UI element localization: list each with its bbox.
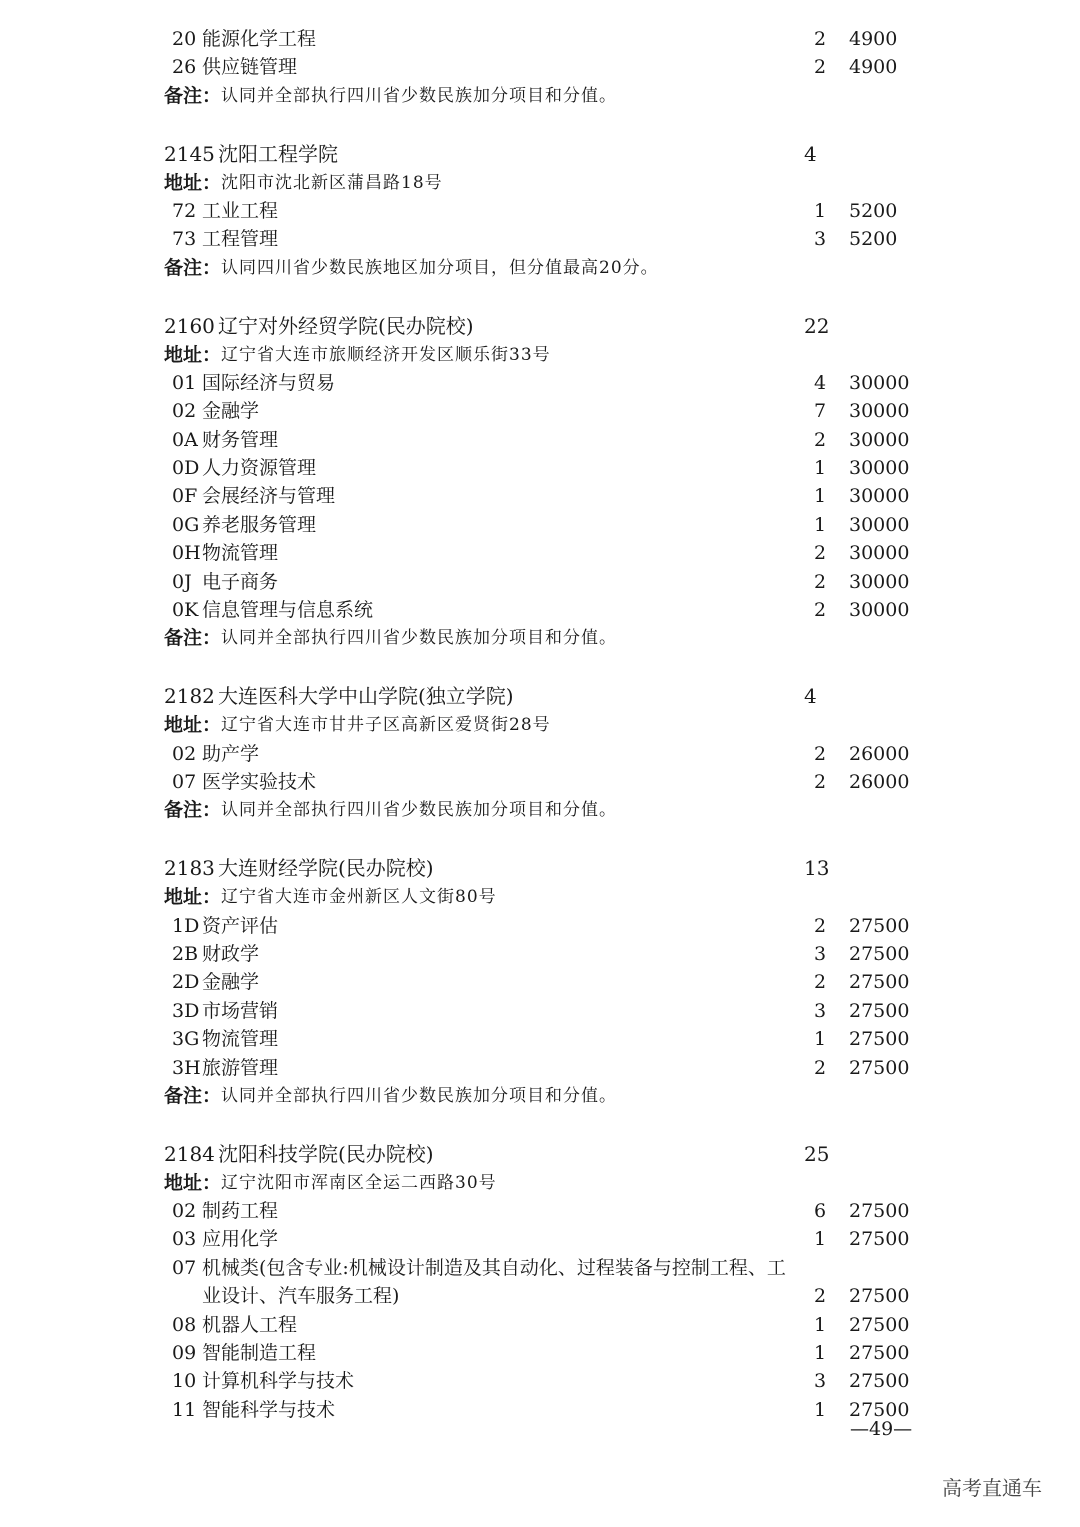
major-fee: 27500 — [849, 1200, 910, 1223]
school-total: 22 — [804, 313, 830, 338]
major-name: 应用化学 — [202, 1228, 279, 1251]
watermark: 高考直通车 — [942, 1476, 1042, 1500]
major-code: 0K — [172, 599, 199, 622]
major-row — [0, 511, 1080, 539]
major-count: 1 — [814, 1398, 827, 1421]
major-name: 会展经济与管理 — [202, 485, 336, 508]
major-count: 2 — [814, 428, 827, 451]
major-name: 计算机科学与技术 — [202, 1370, 355, 1393]
major-name: 制药工程 — [202, 1200, 279, 1223]
school-code: 2184 — [164, 1141, 215, 1166]
major-count: 1 — [814, 485, 827, 508]
major-fee: 27500 — [849, 942, 910, 965]
major-name: 医学实验技术 — [202, 770, 317, 793]
major-count: 3 — [814, 999, 827, 1022]
major-code: 73 — [172, 228, 197, 251]
note-text: 认同并全部执行四川省少数民族加分项目和分值。 — [221, 800, 617, 821]
major-row — [0, 426, 1080, 454]
note-row — [0, 796, 1080, 824]
major-name: 能源化学工程 — [202, 28, 317, 50]
major-code: 3G — [172, 1028, 200, 1051]
major-fee: 30000 — [849, 542, 910, 565]
school-header — [0, 853, 1080, 883]
major-count: 2 — [814, 56, 827, 79]
school-name: 沈阳科技学院(民办院校) — [218, 1141, 434, 1166]
major-code: 0D — [172, 457, 200, 480]
note-text: 认同并全部执行四川省少数民族加分项目和分值。 — [221, 85, 617, 106]
major-row — [0, 768, 1080, 796]
school-header — [0, 681, 1080, 711]
address-text: 辽宁省大连市金州新区人文街80号 — [221, 887, 497, 908]
major-code: 26 — [172, 56, 197, 79]
address-row — [0, 883, 1080, 911]
major-row — [0, 539, 1080, 567]
school-name: 沈阳工程学院 — [218, 141, 338, 166]
section-gap — [0, 110, 1080, 138]
major-row — [0, 482, 1080, 510]
page-number: —49— — [850, 1418, 913, 1440]
major-row — [0, 225, 1080, 253]
major-fee: 30000 — [849, 428, 910, 451]
major-fee: 30000 — [849, 457, 910, 480]
major-code: 0F — [172, 485, 198, 508]
major-code: 02 — [172, 400, 197, 423]
major-row — [0, 397, 1080, 425]
major-code: 02 — [172, 742, 197, 765]
school-total: 4 — [804, 141, 817, 166]
major-code: 08 — [172, 1313, 197, 1336]
major-count: 1 — [814, 1028, 827, 1051]
address-text: 辽宁沈阳市浑南区全运二西路30号 — [221, 1172, 497, 1193]
major-name: 金融学 — [202, 400, 260, 423]
school-header — [0, 311, 1080, 341]
major-count: 2 — [814, 542, 827, 565]
school-name: 大连医科大学中山学院(独立学院) — [218, 684, 514, 709]
major-name: 人力资源管理 — [202, 457, 317, 480]
major-row — [0, 1367, 1080, 1395]
note-label: 备注： — [164, 627, 222, 650]
major-code: 1D — [172, 914, 200, 937]
major-code: 07 — [172, 1256, 197, 1279]
major-count: 2 — [814, 914, 827, 937]
major-code: 0A — [172, 428, 198, 451]
major-row — [0, 1254, 1080, 1311]
address-label: 地址： — [164, 886, 222, 909]
note-label: 备注： — [164, 1084, 222, 1107]
school-header — [0, 139, 1080, 169]
address-label: 地址： — [164, 171, 222, 194]
major-code: 72 — [172, 199, 197, 222]
major-code: 09 — [172, 1342, 197, 1365]
major-count: 2 — [814, 1056, 827, 1079]
major-code: 01 — [172, 371, 197, 394]
school-code: 2145 — [164, 141, 215, 166]
major-name: 资产评估 — [202, 914, 279, 937]
school-code: 2160 — [164, 313, 215, 338]
address-label: 地址： — [164, 343, 222, 366]
major-name: 市场营销 — [202, 999, 279, 1022]
school-name: 大连财经学院(民办院校) — [218, 856, 434, 881]
major-fee: 27500 — [849, 914, 910, 937]
major-code: 2B — [172, 942, 199, 965]
section-gap — [0, 282, 1080, 310]
major-count: 2 — [814, 599, 827, 622]
major-name: 机器人工程 — [202, 1313, 298, 1336]
major-row — [0, 997, 1080, 1025]
address-text: 辽宁省大连市甘井子区高新区爱贤街28号 — [221, 715, 551, 736]
major-fee: 30000 — [849, 400, 910, 423]
school-code: 2183 — [164, 856, 215, 881]
address-text: 沈阳市沈北新区蒲昌路18号 — [221, 172, 443, 193]
major-fee: 30000 — [849, 599, 910, 622]
school-header — [0, 1139, 1080, 1169]
major-fee: 4900 — [849, 28, 898, 50]
major-code: 0H — [172, 542, 201, 565]
major-fee: 30000 — [849, 371, 910, 394]
major-fee: 27500 — [849, 1056, 910, 1079]
major-row — [0, 596, 1080, 624]
address-label: 地址： — [164, 1171, 222, 1194]
major-name: 旅游管理 — [202, 1056, 279, 1079]
major-name: 供应链管理 — [202, 56, 298, 79]
major-row — [0, 369, 1080, 397]
school-total: 4 — [804, 684, 817, 709]
major-code: 0G — [172, 513, 200, 536]
major-code: 03 — [172, 1228, 197, 1251]
major-name: 工业工程 — [202, 199, 279, 222]
major-fee: 30000 — [849, 570, 910, 593]
note-row — [0, 1082, 1080, 1110]
major-row — [0, 1339, 1080, 1367]
major-count: 4 — [814, 371, 827, 394]
major-count: 1 — [814, 457, 827, 480]
school-total: 13 — [804, 856, 830, 881]
document-page — [0, 25, 1080, 1424]
major-row — [0, 25, 1080, 53]
major-fee: 27500 — [849, 1398, 910, 1421]
major-name: 助产学 — [202, 742, 260, 765]
address-label: 地址： — [164, 714, 222, 737]
major-row — [0, 740, 1080, 768]
major-fee: 27500 — [849, 1228, 910, 1251]
school-name: 辽宁对外经贸学院(民办院校) — [218, 313, 474, 338]
major-row — [0, 1025, 1080, 1053]
major-fee: 27500 — [849, 971, 910, 994]
major-fee: 30000 — [849, 513, 910, 536]
major-code: 20 — [172, 28, 197, 50]
major-count: 3 — [814, 942, 827, 965]
major-name: 信息管理与信息系统 — [202, 599, 374, 622]
major-count: 1 — [814, 513, 827, 536]
major-row — [0, 940, 1080, 968]
major-name: 物流管理 — [202, 1028, 279, 1051]
note-text: 认同四川省少数民族地区加分项目，但分值最高20分。 — [221, 257, 659, 278]
major-count: 7 — [814, 400, 827, 423]
note-label: 备注： — [164, 256, 222, 279]
address-row — [0, 341, 1080, 369]
major-code: 11 — [172, 1398, 197, 1421]
major-code: 3H — [172, 1056, 201, 1079]
major-row — [0, 568, 1080, 596]
major-fee: 27500 — [849, 999, 910, 1022]
major-fee: 30000 — [849, 485, 910, 508]
major-name: 智能制造工程 — [202, 1342, 317, 1365]
major-name: 财务管理 — [202, 428, 279, 451]
major-count: 1 — [814, 1228, 827, 1251]
major-name: 机械类(包含专业:机械设计制造及其自动化、过程装备与控制工程、工业设计、汽车服务工程) — [202, 1256, 786, 1308]
note-text: 认同并全部执行四川省少数民族加分项目和分值。 — [221, 628, 617, 649]
major-name: 物流管理 — [202, 542, 279, 565]
major-fee: 26000 — [849, 770, 910, 793]
major-code: 10 — [172, 1370, 197, 1393]
major-fee: 27500 — [849, 1028, 910, 1051]
major-count: 6 — [814, 1200, 827, 1223]
major-row — [0, 1225, 1080, 1253]
major-row — [0, 1311, 1080, 1339]
major-fee: 27500 — [849, 1285, 910, 1308]
address-text: 辽宁省大连市旅顺经济开发区顺乐街33号 — [221, 344, 551, 365]
major-row — [0, 454, 1080, 482]
address-row — [0, 711, 1080, 739]
major-count: 3 — [814, 1370, 827, 1393]
note-label: 备注： — [164, 84, 222, 107]
section-gap — [0, 825, 1080, 853]
note-row — [0, 82, 1080, 110]
address-row — [0, 1169, 1080, 1197]
major-row — [0, 197, 1080, 225]
major-count: 3 — [814, 228, 827, 251]
major-name: 智能科学与技术 — [202, 1398, 336, 1421]
major-count: 2 — [814, 1285, 827, 1308]
major-count: 1 — [814, 1342, 827, 1365]
major-count: 1 — [814, 1313, 827, 1336]
school-code: 2182 — [164, 684, 215, 709]
note-row — [0, 624, 1080, 652]
section-gap — [0, 653, 1080, 681]
major-code: 2D — [172, 971, 200, 994]
major-row — [0, 1396, 1080, 1424]
major-name: 金融学 — [202, 971, 260, 994]
major-row — [0, 53, 1080, 81]
major-fee: 27500 — [849, 1370, 910, 1393]
major-name: 国际经济与贸易 — [202, 371, 336, 394]
major-code: 0J — [172, 570, 192, 593]
major-fee: 27500 — [849, 1342, 910, 1365]
major-count: 2 — [814, 570, 827, 593]
school-total: 25 — [804, 1141, 830, 1166]
section-gap — [0, 1110, 1080, 1138]
major-row — [0, 1054, 1080, 1082]
major-row — [0, 1197, 1080, 1225]
major-fee: 4900 — [849, 56, 898, 79]
address-row — [0, 169, 1080, 197]
major-count: 2 — [814, 770, 827, 793]
note-text: 认同并全部执行四川省少数民族加分项目和分值。 — [221, 1085, 617, 1106]
major-row — [0, 912, 1080, 940]
major-fee: 26000 — [849, 742, 910, 765]
major-count: 2 — [814, 971, 827, 994]
major-count: 2 — [814, 28, 827, 50]
major-name: 财政学 — [202, 942, 260, 965]
major-fee: 5200 — [849, 228, 898, 251]
major-count: 2 — [814, 742, 827, 765]
major-fee: 27500 — [849, 1313, 910, 1336]
major-name: 电子商务 — [202, 570, 279, 593]
major-name: 养老服务管理 — [202, 513, 317, 536]
note-label: 备注： — [164, 799, 222, 822]
major-name: 工程管理 — [202, 228, 279, 251]
major-row — [0, 968, 1080, 996]
major-count: 1 — [814, 199, 827, 222]
major-code: 02 — [172, 1200, 197, 1223]
note-row — [0, 254, 1080, 282]
major-code: 07 — [172, 770, 197, 793]
major-fee: 5200 — [849, 199, 898, 222]
major-code: 3D — [172, 999, 200, 1022]
